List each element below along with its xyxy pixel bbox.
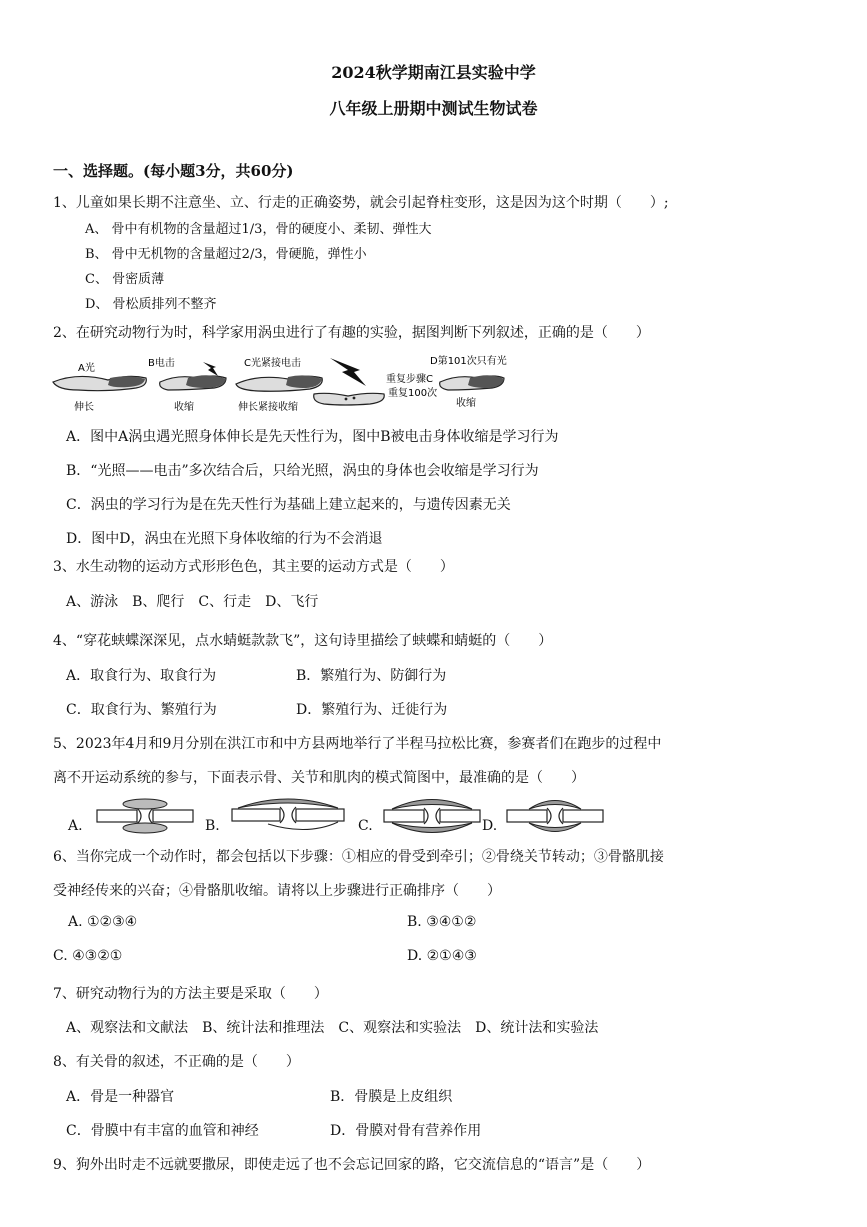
exam-subtitle: 八年级上册期中测试生物试卷 xyxy=(329,99,538,118)
question-1-stem: 1、儿童如果长期不注意坐、立、行走的正确姿势，就会引起脊柱变形，这是因为这个时期（ ）; xyxy=(53,195,669,211)
figure-label-c-stretch-contract: 伸长紧接收缩 xyxy=(238,402,298,413)
question-9-stem: 9、狗外出时走不远就要撒尿，即使走远了也不会忘记回家的路，它交流信息的“语言”是（ ） xyxy=(53,1157,651,1173)
question-4-option-c: C．取食行为、繁殖行为 xyxy=(66,702,217,718)
question-3-stem: 3、水生动物的运动方式形形色色，其主要的运动方式是（ ） xyxy=(53,559,454,575)
worm-c-illustration xyxy=(236,356,384,413)
figure-label-a-stretch: 伸长 xyxy=(74,402,94,413)
question-6-option-a: A. ①②③④ xyxy=(68,914,138,930)
question-8-option-c: C．骨膜中有丰富的血管和神经 xyxy=(66,1123,259,1139)
question-5-stem-line-1: 5、2023年4月和9月分别在洪江市和中方县两地举行了半程马拉松比赛，参赛者们在跑步的过程中 xyxy=(53,736,662,752)
lightning-icon xyxy=(330,358,366,386)
question-8-stem: 8、有关骨的叙述，不正确的是（ ） xyxy=(53,1054,300,1070)
question-5-option-b-label: B. xyxy=(205,818,220,834)
question-6-option-c: C. ④③②① xyxy=(53,948,123,964)
question-4-option-d: D．繁殖行为、迁徙行为 xyxy=(296,702,448,718)
lightning-icon xyxy=(203,362,218,376)
joint-diagram-a xyxy=(95,796,195,836)
joint-diagram-c xyxy=(382,794,482,838)
question-2-option-d: D．图中D，涡虫在光照下身体收缩的行为不会消退 xyxy=(66,531,383,547)
question-1-option-d: D、 骨松质排列不整齐 xyxy=(85,297,217,312)
question-2-stem: 2、在研究动物行为时，科学家用涡虫进行了有趣的实验，据图判断下列叙述，正确的是（ ） xyxy=(53,325,650,341)
figure-label-b-shock: B电击 xyxy=(148,358,175,369)
worm-d-illustration xyxy=(430,354,507,409)
figure-label-b-contract: 收缩 xyxy=(174,402,194,413)
figure-label-c-light-shock: C光紧接电击 xyxy=(244,358,301,369)
question-5-option-c-label: C. xyxy=(358,818,373,834)
question-2-option-b: B．“光照——电击”多次结合后，只给光照，涡虫的身体也会收缩是学习行为 xyxy=(66,463,539,479)
joint-diagram-d xyxy=(505,794,605,838)
worm-b-illustration xyxy=(148,356,226,413)
question-7-options: A、观察法和文献法 B、统计法和推理法 C、观察法和实验法 D、统计法和实验法 xyxy=(66,1020,599,1036)
question-8-option-d: D．骨膜对骨有营养作用 xyxy=(330,1123,482,1139)
question-5-option-a-label: A. xyxy=(68,818,83,834)
question-5-option-d-label: D. xyxy=(482,818,498,834)
question-6-stem-line-1: 6、当你完成一个动作时，都会包括以下步骤：①相应的骨受到牵引；②骨绕关节转动；③骨骼肌接 xyxy=(53,849,664,865)
question-6-stem-line-2: 受神经传来的兴奋；④骨骼肌收缩。请将以上步骤进行正确排序（ ） xyxy=(53,883,501,899)
figure-label-repeat-count: 重复100次 xyxy=(388,388,438,399)
question-1-option-a: A、 骨中有机物的含量超过1/3，骨的硬度小、柔韧、弹性大 xyxy=(85,222,432,237)
worm-a-illustration xyxy=(53,361,146,413)
question-3-options: A、游泳 B、爬行 C、行走 D、飞行 xyxy=(66,594,319,610)
question-4-stem: 4、“穿花蛱蝶深深见，点水蜻蜓款款飞”，这句诗里描绘了蛱蝶和蜻蜓的（ ） xyxy=(53,633,553,649)
exam-title: 2024秋学期南江县实验中学 xyxy=(331,63,536,82)
figure-label-repeat-step: 重复步骤C xyxy=(386,374,433,385)
question-6-option-d: D. ②①④③ xyxy=(407,948,477,964)
joint-diagram-b xyxy=(228,794,348,836)
planarian-experiment-figure xyxy=(48,352,538,416)
question-4-option-b: B．繁殖行为、防御行为 xyxy=(296,668,447,684)
figure-label-d-light-only: D第101次只有光 xyxy=(430,356,507,367)
question-8-option-b: B．骨膜是上皮组织 xyxy=(330,1089,453,1105)
question-1-option-b: B、 骨中无机物的含量超过2/3，骨硬脆，弹性小 xyxy=(85,247,367,262)
figure-label-a-light: A光 xyxy=(78,363,95,374)
section-heading: 一、选择题。(每小题3分，共60分) xyxy=(53,162,294,180)
question-2-option-a: A．图中A涡虫遇光照身体伸长是先天性行为，图中B被电击身体收缩是学习行为 xyxy=(66,429,559,445)
question-7-stem: 7、研究动物行为的方法主要是采取（ ） xyxy=(53,986,328,1002)
question-6-option-b: B. ③④①② xyxy=(407,914,477,930)
question-1-option-c: C、 骨密质薄 xyxy=(85,272,165,287)
figure-label-d-contract: 收缩 xyxy=(456,398,476,409)
question-8-option-a: A．骨是一种器官 xyxy=(66,1089,175,1105)
question-5-stem-line-2: 离不开运动系统的参与，下面表示骨、关节和肌肉的模式简图中，最准确的是（ ） xyxy=(53,770,585,786)
question-2-option-c: C．涡虫的学习行为是在先天性行为基础上建立起来的，与遗传因素无关 xyxy=(66,497,511,513)
question-4-option-a: A．取食行为、取食行为 xyxy=(66,668,217,684)
